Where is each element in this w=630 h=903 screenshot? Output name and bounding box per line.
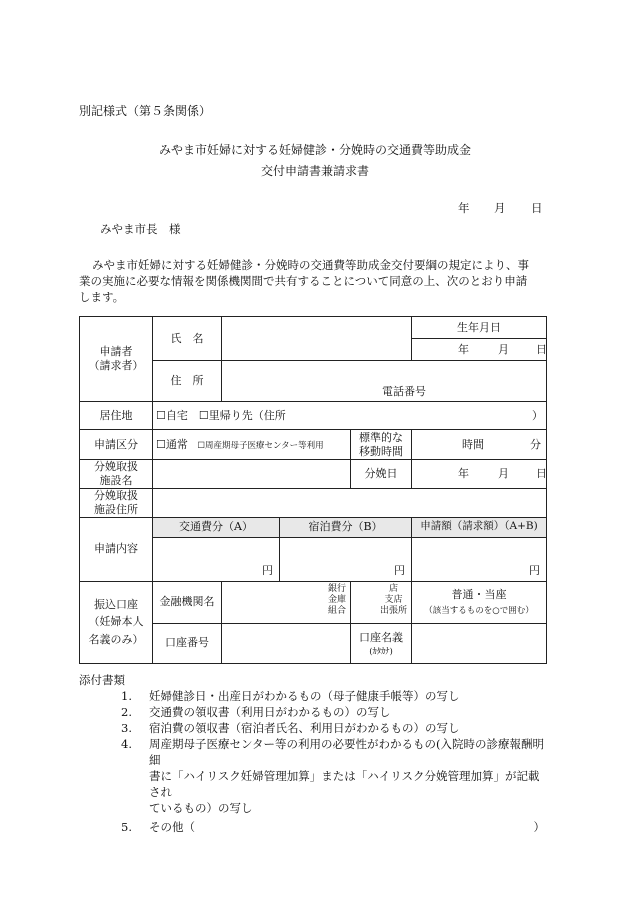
account-number-field[interactable] (222, 623, 351, 663)
request-amount-yen: 円 (529, 563, 541, 577)
facility-name-label-line1: 分娩取扱 (94, 460, 138, 473)
transport-yen: 円 (262, 563, 273, 577)
address-label: 住 所 (153, 361, 222, 402)
birth-day-unit: 日 (536, 343, 548, 356)
attachment-text: 交通費の領収書（利用日がわかるもの）の写し (149, 705, 391, 719)
birthdate-label: 生年月日 (412, 317, 547, 339)
facility-address-label (80, 488, 153, 517)
minutes-unit: 分 (530, 438, 542, 451)
intro-line-2: 業の実施に必要な情報を関係機関間で共有することについて同意の上、次のとおり申請 (79, 274, 528, 288)
intro-line-3: します。 (79, 290, 125, 304)
account-holder-label-line1: 口座名義 (359, 631, 403, 645)
residence-options[interactable]: ☐自宅 ☐里帰り先（住所 (156, 408, 286, 422)
residence-field[interactable] (153, 402, 547, 430)
transport-cost-field[interactable] (153, 537, 280, 581)
branch-unit-office: 出張所 (380, 606, 408, 616)
delivery-year-unit: 年 (458, 467, 470, 480)
attachment-number: 2. (121, 705, 132, 719)
phone-label: 電話番号 (382, 385, 426, 399)
applicant-sublabel: （請求者） (88, 359, 144, 372)
facility-address-label-line1: 分娩取扱 (94, 488, 138, 502)
name-field[interactable] (222, 317, 412, 361)
branch-unit-store: 店 (389, 583, 399, 594)
category-center-checkbox[interactable]: ☐周産期母子医療センター等利用 (197, 440, 324, 451)
standard-time-label-line1: 標準的な (359, 430, 403, 444)
delivery-day-unit: 日 (536, 467, 548, 480)
branch-name-field[interactable] (351, 581, 412, 623)
account-type-options[interactable]: 普通・当座 (451, 588, 507, 602)
bank-unit-union: 組合 (327, 606, 346, 616)
account-label-line3: 名義のみ） (88, 632, 144, 646)
attachment-item-other (79, 819, 549, 835)
addressee: みやま市長 様 (100, 222, 181, 236)
attachments-section (79, 672, 549, 835)
name-label: 氏 名 (153, 317, 222, 361)
category-label: 申請区分 (80, 430, 153, 460)
facility-address-label-line2: 施設住所 (94, 502, 138, 516)
attachment-number: 3. (121, 721, 132, 735)
attachment-item (79, 720, 549, 736)
standard-time-field[interactable] (412, 430, 547, 460)
account-label-line1: 振込口座 (94, 598, 138, 612)
attachment-item (79, 688, 549, 704)
intro-line-1: みやま市妊婦に対する妊婦健診・分娩時の交通費等助成金交付要綱の規定により、事 (92, 258, 529, 272)
attachments-heading: 添付書類 (79, 673, 125, 687)
attachment-number: 5. (121, 820, 132, 834)
attachment-item (79, 736, 549, 768)
account-holder-field[interactable] (412, 623, 547, 663)
birth-month-unit: 月 (498, 343, 510, 356)
birth-year-unit: 年 (458, 343, 470, 356)
attachment-text: 宿泊費の領収書（宿泊者氏名、利用日がわかるもの）の写し (149, 721, 460, 735)
facility-name-label (80, 460, 153, 489)
transport-cost-header: 交通費分（A） (153, 517, 280, 537)
branch-unit-branch: 支店 (384, 594, 403, 605)
account-type-field[interactable] (412, 581, 547, 623)
delivery-date-label: 分娩日 (351, 460, 412, 489)
bank-name-field[interactable] (222, 581, 351, 623)
applicant-label-cell (80, 317, 153, 402)
date-month: 月 (494, 201, 506, 215)
attachment-text: ているもの）の写し (149, 801, 253, 815)
form-title-line1: みやま市妊婦に対する妊婦健診・分娩時の交通費等助成金 (158, 143, 471, 157)
account-label-line2: （妊婦本人 (88, 615, 144, 629)
date-year: 年 (458, 201, 470, 215)
hours-unit: 時間 (462, 438, 485, 451)
standard-time-label (351, 430, 412, 460)
residence-close: ） (532, 408, 544, 422)
bank-name-label: 金融機関名 (153, 581, 222, 623)
bank-type-units (328, 584, 346, 618)
facility-name-label-line2: 施設名 (99, 473, 133, 487)
attachment-text: 妊婦健診日・出産日がわかるもの（母子健康手帳等）の写し (149, 689, 460, 703)
category-field[interactable] (153, 430, 351, 460)
attachment-number: 4. (121, 737, 132, 751)
attachment-item (79, 704, 549, 720)
address-field[interactable] (222, 361, 547, 402)
lodging-cost-field[interactable] (280, 537, 412, 581)
request-amount-header: 申請額（請求額）（A+B) (412, 517, 547, 537)
request-amount-field[interactable] (412, 537, 547, 581)
delivery-date-field[interactable] (412, 460, 547, 489)
facility-address-field[interactable] (153, 488, 547, 517)
attachment-text: 書に「ハイリスク妊婦管理加算」または「ハイリスク分娩管理加算」が記載され (149, 769, 540, 799)
application-form-table (79, 316, 547, 664)
attachment-item-continued (79, 768, 549, 800)
category-normal-checkbox[interactable]: ☐通常 (156, 437, 188, 451)
attachment-text: その他（ (149, 820, 195, 834)
request-content-label: 申請内容 (80, 517, 153, 581)
attachment-item-continued (79, 800, 549, 816)
lodging-cost-header: 宿泊費分（B） (280, 517, 412, 537)
standard-time-label-line2: 移動時間 (359, 444, 403, 458)
account-type-note: （該当するものを○で囲む） (424, 605, 534, 616)
birthdate-field[interactable] (412, 339, 547, 361)
form-reference: 別記様式（第５条関係） (79, 104, 212, 118)
account-holder-kana: (ｶﾀｶﾅ) (369, 646, 393, 657)
branch-type-units (380, 584, 407, 618)
attachment-number: 1. (121, 689, 132, 703)
residence-label: 居住地 (80, 402, 153, 430)
attachment-text: 周産期母子医療センター等の利用の必要性がわかるもの(入院時の診療報酬明細 (149, 737, 545, 767)
applicant-label: 申請者 (99, 345, 133, 359)
bank-unit-bank: 銀行 (327, 583, 346, 594)
facility-name-field[interactable] (153, 460, 351, 489)
bank-unit-shinkin: 金庫 (327, 594, 346, 605)
account-number-label: 口座番号 (153, 623, 222, 663)
account-holder-label (351, 623, 412, 663)
form-title-line2: 交付申請書兼請求書 (260, 164, 369, 178)
date-day: 日 (531, 201, 543, 215)
delivery-month-unit: 月 (498, 467, 510, 480)
lodging-yen: 円 (394, 563, 406, 577)
attachment-other-close: ） (533, 820, 545, 834)
account-label (80, 581, 153, 663)
